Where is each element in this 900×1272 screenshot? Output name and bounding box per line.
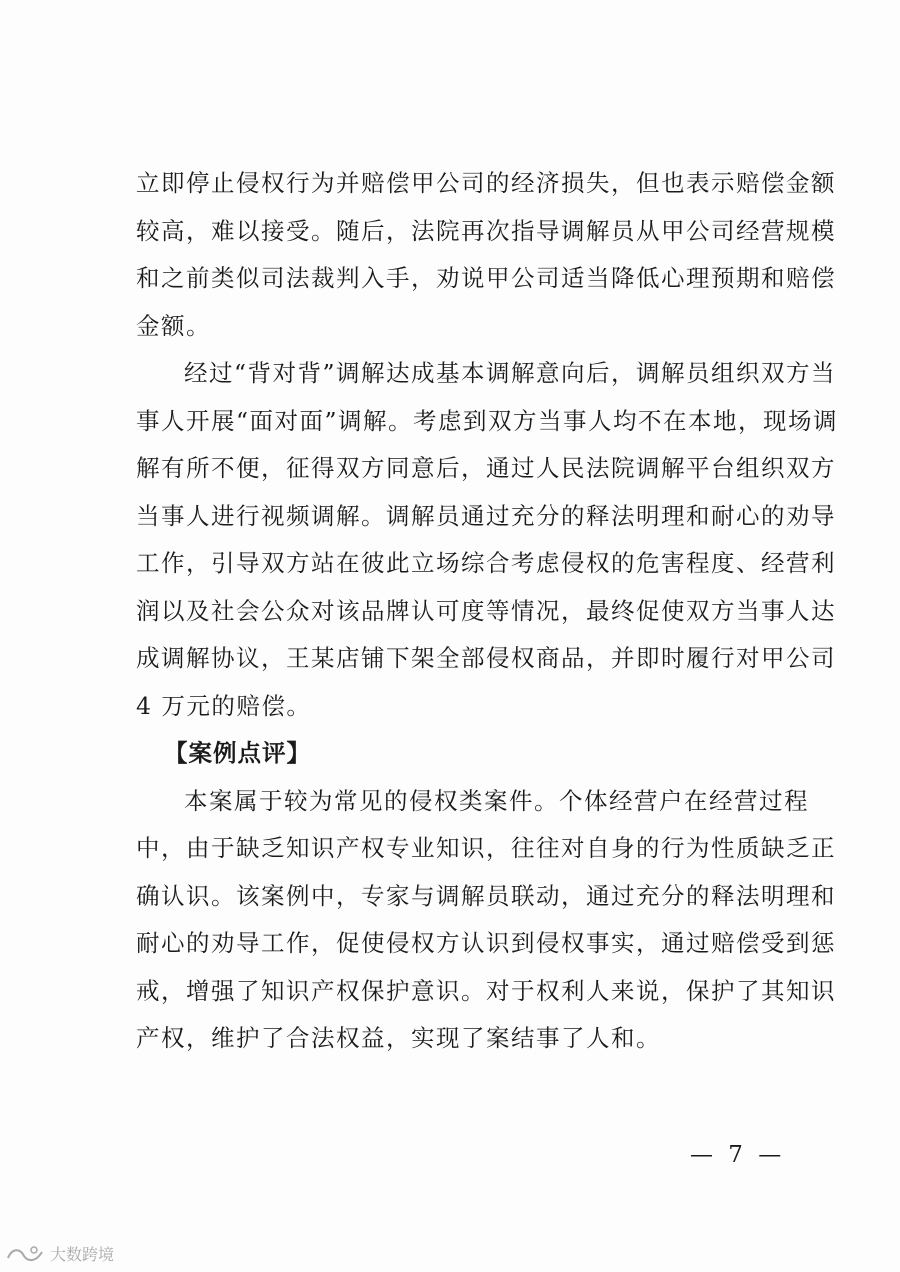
text-line: 当事人进行视频调解。调解员通过充分的释法明理和耐心的劝导	[136, 501, 836, 530]
watermark-logo-icon	[6, 1244, 46, 1264]
text-line: 和之前类似司法裁判入手，劝说甲公司适当降低心理预期和赔偿	[136, 264, 836, 292]
text-line: 戒，增强了知识产权保护意识。对于权利人来说，保护了其知识	[136, 976, 836, 1005]
text-line: 4 万元的赔偿。	[136, 691, 312, 720]
text-line: 解有所不便，征得双方同意后，通过人民法院调解平台组织双方	[136, 454, 836, 482]
paragraph-1	[136, 160, 836, 350]
text-line: 润以及社会公众对该品牌认可度等情况，最终促使双方当事人达	[136, 596, 836, 625]
text-line: 立即停止侵权行为并赔偿甲公司的经济损失，但也表示赔偿金额	[136, 169, 836, 197]
text-line: 事人开展“面对面”调解。考虑到双方当事人均不在本地，现场调	[136, 406, 839, 435]
paragraph-3	[136, 778, 836, 1063]
document-body	[136, 160, 839, 1063]
watermark	[6, 1242, 114, 1265]
watermark-text: 大数跨境	[50, 1245, 115, 1264]
text-line: 成调解协议，王某店铺下架全部侵权商品，并即时履行对甲公司	[136, 644, 836, 672]
text-line: 较高，难以接受。随后，法院再次指导调解员从甲公司经营规模	[136, 216, 836, 245]
case-review-heading: 【案例点评】	[164, 739, 311, 767]
page-number: — 7 —	[690, 1142, 786, 1168]
paragraph-2	[136, 350, 839, 730]
text-line: 产权，维护了合法权益，实现了案结事了人和。	[136, 1024, 661, 1052]
text-line: 耐心的劝导工作，促使侵权方认识到侵权事实，通过赔偿受到惩	[136, 929, 836, 957]
text-line: 金额。	[136, 311, 211, 340]
text-line: 本案属于较为常见的侵权类案件。个体经营户在经营过程	[184, 786, 809, 815]
text-line: 中，由于缺乏知识产权专业知识，往往对自身的行为性质缺乏正	[136, 834, 836, 862]
text-line: 确认识。该案例中，专家与调解员联动，通过充分的释法明理和	[136, 881, 836, 910]
text-line: 经过“背对背”调解达成基本调解意向后，调解员组织双方当	[184, 359, 837, 387]
text-line: 工作，引导双方站在彼此立场综合考虑侵权的危害程度、经营利	[136, 549, 836, 577]
